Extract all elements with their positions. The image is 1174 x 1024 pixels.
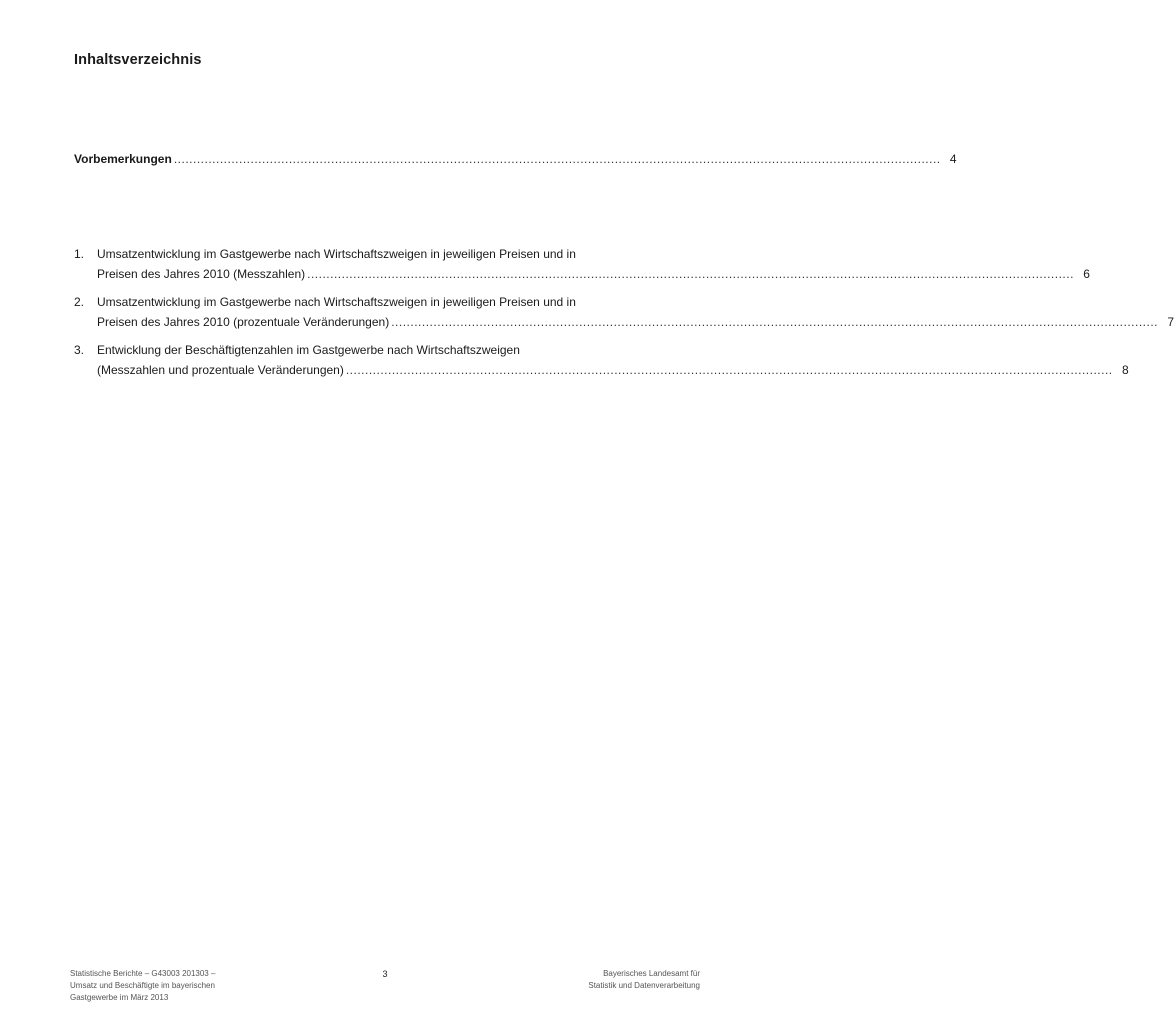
leader-dots: ........................................................................................................................................................................................................ [345, 363, 1113, 377]
toc-entry-3[interactable] [74, 340, 1129, 380]
toc-entry-title-line2: (Messzahlen und prozentuale Veränderungen) [97, 363, 344, 377]
footer-line: Statistische Berichte – G43003 201303 – [70, 969, 216, 978]
footer-line: Umsatz und Beschäftigte im bayerischen [70, 981, 215, 990]
toc-entry-title-line1: Entwicklung der Beschäftigtenzahlen im Gastgewerbe nach Wirtschaftszweigen [97, 343, 520, 357]
toc-entry-title-line1: Umsatzentwicklung im Gastgewerbe nach Wirtschaftszweigen in jeweiligen Preisen und in [97, 247, 576, 261]
toc-entry-2[interactable] [74, 292, 1174, 332]
toc-entry-number: 1. [74, 247, 85, 261]
toc-entry-number: 2. [74, 295, 85, 309]
toc-page-number: 8 [1121, 363, 1129, 377]
footer-line: Statistik und Datenverarbeitung [588, 981, 700, 990]
page-title: Inhaltsverzeichnis [74, 52, 202, 68]
toc-entry-title-line2: Preisen des Jahres 2010 (Messzahlen) [97, 267, 306, 281]
toc-page-number: 4 [949, 152, 957, 166]
footer-page-number: 3 [382, 969, 388, 979]
footer-line: Gastgewerbe im März 2013 [70, 993, 169, 1002]
footer-publication-info [70, 968, 280, 1004]
footer-publisher [520, 968, 700, 992]
toc-entry-vorbemerkungen[interactable] [74, 149, 957, 169]
toc-entry-1[interactable] [74, 244, 1090, 284]
toc-entry-title-line1: Umsatzentwicklung im Gastgewerbe nach Wirtschaftszweigen in jeweiligen Preisen und in [97, 295, 576, 309]
footer-line: Bayerisches Landesamt für [603, 969, 700, 978]
toc-entry-label: Vorbemerkungen [74, 152, 172, 166]
toc-entry-number: 3. [74, 343, 85, 357]
leader-dots: ........................................................................................................................................................................................................ [391, 315, 1158, 329]
leader-dots: ........................................................................................................................................................................................................ [173, 152, 941, 166]
toc-entry-title-line2: Preisen des Jahres 2010 (prozentuale Veränderungen) [97, 315, 390, 329]
toc-page-number: 6 [1083, 267, 1090, 281]
leader-dots: ........................................................................................................................................................................................................ [307, 267, 1074, 281]
toc-page-number: 7 [1167, 315, 1174, 329]
